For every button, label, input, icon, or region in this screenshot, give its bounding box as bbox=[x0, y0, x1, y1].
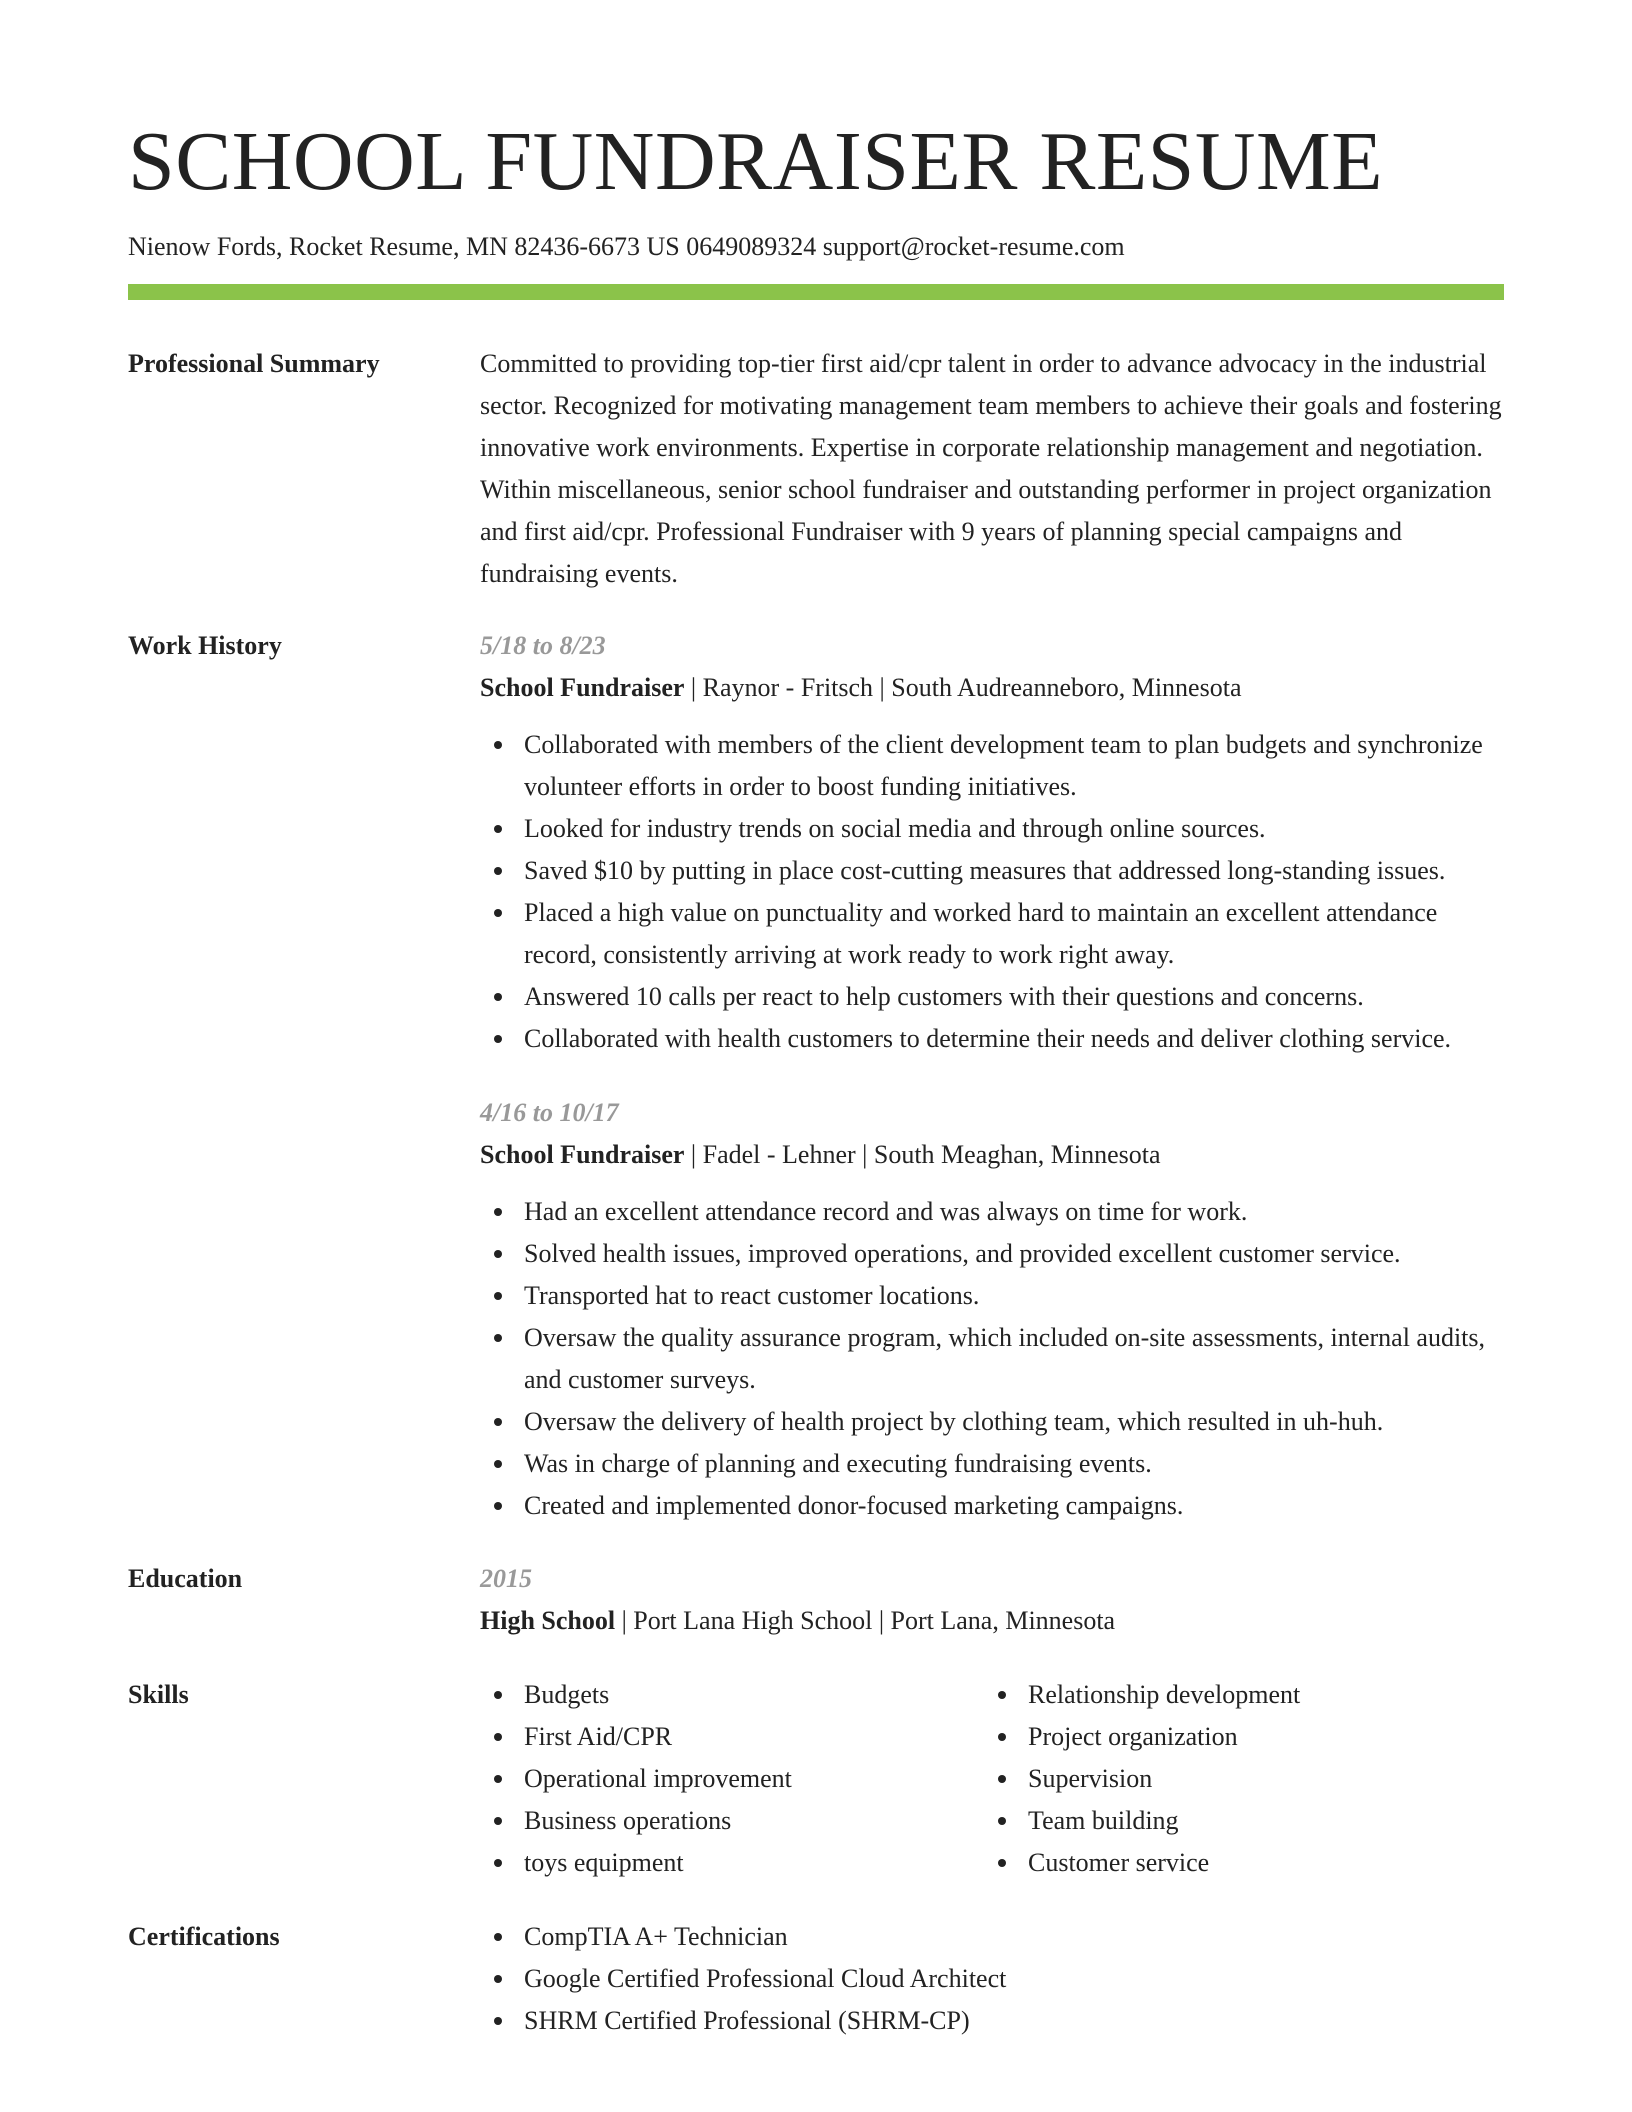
work-history-section bbox=[128, 625, 1504, 1527]
work-history-label: Work History bbox=[128, 630, 282, 660]
education-year: 2015 bbox=[480, 1563, 532, 1593]
skill-item: Operational improvement bbox=[480, 1758, 984, 1800]
job-entry bbox=[480, 625, 1504, 1060]
summary-text: Committed to providing top-tier first aid/cpr talent in order to advance advocacy in the industrial sector. Recognized for motivating management team members to achieve their goals and fostering innovative work environments. Expertise in corporate relationship management and negotiation. Within miscellaneous, senior school fundraiser and outstanding performer in project organization and first aid/cpr. Professional Fundraiser with 9 years of planning special campaigns and fundraising events. bbox=[480, 348, 1502, 588]
job-bullets bbox=[480, 724, 1504, 1060]
list-item: Had an excellent attendance record and was always on time for work. bbox=[480, 1191, 1504, 1233]
education-body bbox=[480, 1558, 1504, 1642]
list-item: Solved health issues, improved operations, and provided excellent customer service. bbox=[480, 1233, 1504, 1275]
skill-item: Relationship development bbox=[984, 1674, 1488, 1716]
resume-title: SCHOOL FUNDRAISER RESUME bbox=[128, 115, 1384, 208]
certifications-list bbox=[480, 1916, 1504, 2042]
job-bullets bbox=[480, 1191, 1504, 1527]
skills-section bbox=[128, 1674, 1504, 1884]
certification-item: CompTIA A+ Technician bbox=[480, 1916, 1504, 1958]
skills-column-2 bbox=[984, 1674, 1488, 1884]
education-line bbox=[480, 1600, 1504, 1642]
skill-item: First Aid/CPR bbox=[480, 1716, 984, 1758]
list-item: Placed a high value on punctuality and worked hard to maintain an excellent attendance record, consistently arriving at work ready to work right away. bbox=[480, 892, 1504, 976]
summary-section bbox=[128, 343, 1504, 595]
skill-item: Project organization bbox=[984, 1716, 1488, 1758]
list-item: Looked for industry trends on social media and through online sources. bbox=[480, 808, 1504, 850]
summary-label: Professional Summary bbox=[128, 348, 380, 378]
education-label: Education bbox=[128, 1563, 243, 1593]
skill-item: Supervision bbox=[984, 1758, 1488, 1800]
job-role: School Fundraiser bbox=[480, 1139, 685, 1169]
list-item: Created and implemented donor-focused marketing campaigns. bbox=[480, 1485, 1504, 1527]
skill-item: Customer service bbox=[984, 1842, 1488, 1884]
education-degree: High School bbox=[480, 1605, 616, 1635]
job-details: | Raynor - Fritsch | South Audreanneboro, Minnesota bbox=[684, 672, 1242, 702]
certification-item: Google Certified Professional Cloud Architect bbox=[480, 1958, 1504, 2000]
list-item: Was in charge of planning and executing fundraising events. bbox=[480, 1443, 1504, 1485]
list-item: Collaborated with health customers to determine their needs and deliver clothing service. bbox=[480, 1018, 1504, 1060]
skills-label: Skills bbox=[128, 1679, 189, 1709]
skill-item: Team building bbox=[984, 1800, 1488, 1842]
work-history-body bbox=[480, 625, 1504, 1527]
job-dates: 4/16 to 10/17 bbox=[480, 1097, 619, 1127]
job-title-line bbox=[480, 1134, 1504, 1176]
contact-line: Nienow Fords, Rocket Resume, MN 82436-6673 US 0649089324 support@rocket-resume.com bbox=[128, 232, 1125, 261]
list-item: Saved $10 by putting in place cost-cutting measures that addressed long-standing issues. bbox=[480, 850, 1504, 892]
certifications-body bbox=[480, 1916, 1504, 2042]
job-dates: 5/18 to 8/23 bbox=[480, 630, 606, 660]
skill-item: toys equipment bbox=[480, 1842, 984, 1884]
job-title-line bbox=[480, 667, 1504, 709]
certifications-label: Certifications bbox=[128, 1921, 280, 1951]
accent-divider bbox=[128, 284, 1504, 300]
job-role: School Fundraiser bbox=[480, 672, 685, 702]
list-item: Answered 10 calls per react to help customers with their questions and concerns. bbox=[480, 976, 1504, 1018]
skill-item: Business operations bbox=[480, 1800, 984, 1842]
list-item: Oversaw the delivery of health project by clothing team, which resulted in uh-huh. bbox=[480, 1401, 1504, 1443]
skills-column-1 bbox=[480, 1674, 984, 1884]
certifications-section bbox=[128, 1916, 1504, 2042]
list-item: Collaborated with members of the client development team to plan budgets and synchronize volunteer efforts in order to boost funding initiatives. bbox=[480, 724, 1504, 808]
job-details: | Fadel - Lehner | South Meaghan, Minnesota bbox=[684, 1139, 1161, 1169]
education-details: | Port Lana High School | Port Lana, Minnesota bbox=[615, 1605, 1116, 1635]
list-item: Transported hat to react customer locations. bbox=[480, 1275, 1504, 1317]
job-entry bbox=[480, 1092, 1504, 1527]
skills-grid bbox=[480, 1674, 1504, 1884]
certification-item: SHRM Certified Professional (SHRM-CP) bbox=[480, 2000, 1504, 2042]
list-item: Oversaw the quality assurance program, which included on-site assessments, internal audits, and customer surveys. bbox=[480, 1317, 1504, 1401]
education-section bbox=[128, 1558, 1504, 1642]
skill-item: Budgets bbox=[480, 1674, 984, 1716]
